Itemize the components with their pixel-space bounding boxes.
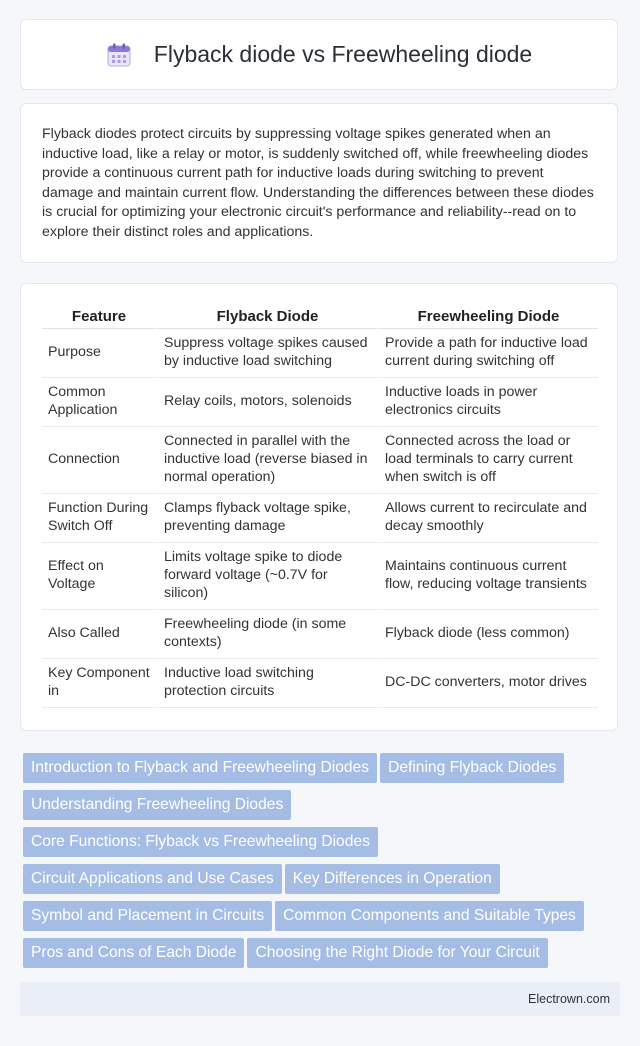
tag-common-components[interactable]: Common Components and Suitable Types <box>275 901 584 931</box>
footer <box>20 982 620 1016</box>
title-card <box>20 19 618 90</box>
table-row <box>42 610 598 659</box>
tag-understanding-freewheeling[interactable]: Understanding Freewheeling Diodes <box>23 790 291 820</box>
table-cell-feature: Effect on Voltage <box>42 543 156 610</box>
table-cell-feature: Connection <box>42 427 156 494</box>
footer-brand[interactable]: Electrown.com <box>528 992 610 1006</box>
table-cell-freewheeling: Inductive loads in power electronics circuits <box>377 378 598 427</box>
table-header-row <box>42 304 598 329</box>
page-title: Flyback diode vs Freewheeling diode <box>153 41 533 67</box>
table-cell-flyback: Suppress voltage spikes caused by inductive load switching <box>156 329 377 378</box>
header-feature: Feature <box>42 304 156 329</box>
calendar-icon <box>106 42 132 68</box>
tag-pros-cons[interactable]: Pros and Cons of Each Diode <box>23 938 244 968</box>
table-row <box>42 329 598 378</box>
table-cell-flyback: Clamps flyback voltage spike, preventing damage <box>156 494 377 543</box>
table-row <box>42 427 598 494</box>
table-cell-freewheeling: Allows current to recirculate and decay smoothly <box>377 494 598 543</box>
table-cell-feature: Key Component in <box>42 659 156 708</box>
tag-circuit-applications[interactable]: Circuit Applications and Use Cases <box>23 864 282 894</box>
table-cell-freewheeling: Flyback diode (less common) <box>377 610 598 659</box>
header-freewheeling: Freewheeling Diode <box>377 304 598 329</box>
table-cell-freewheeling: Provide a path for inductive load current during switching off <box>377 329 598 378</box>
table-row <box>42 543 598 610</box>
tag-introduction[interactable]: Introduction to Flyback and Freewheeling Diodes <box>23 753 377 783</box>
table-cell-flyback: Freewheeling diode (in some contexts) <box>156 610 377 659</box>
table-cell-feature: Purpose <box>42 329 156 378</box>
table-row <box>42 378 598 427</box>
table-cell-flyback: Connected in parallel with the inductive load (reverse biased in normal operation) <box>156 427 377 494</box>
table-cell-freewheeling: DC-DC converters, motor drives <box>377 659 598 708</box>
table-cell-feature: Common Application <box>42 378 156 427</box>
tag-key-differences[interactable]: Key Differences in Operation <box>285 864 500 894</box>
intro-card <box>20 103 618 263</box>
table-cell-feature: Function During Switch Off <box>42 494 156 543</box>
tag-symbol-placement[interactable]: Symbol and Placement in Circuits <box>23 901 272 931</box>
comparison-table <box>42 304 598 708</box>
tag-defining-flyback[interactable]: Defining Flyback Diodes <box>380 753 564 783</box>
tag-choosing-diode[interactable]: Choosing the Right Diode for Your Circuit <box>247 938 547 968</box>
intro-text: Flyback diodes protect circuits by suppressing voltage spikes generated when an inductive load, like a relay or motor, is suddenly switched off, while freewheeling diodes provide a continuous current path for inductive loads during switching to prevent damage and maintain current flow. Understanding the differences between these diodes is crucial for optimizing your electronic circuit's performance and reliability--read on to explore their distinct roles and applications. <box>42 126 594 240</box>
table-row <box>42 659 598 708</box>
table-row <box>42 494 598 543</box>
topic-tags <box>23 753 613 975</box>
comparison-table-card <box>20 283 618 731</box>
table-cell-flyback: Limits voltage spike to diode forward voltage (~0.7V for silicon) <box>156 543 377 610</box>
table-cell-flyback: Inductive load switching protection circuits <box>156 659 377 708</box>
table-cell-feature: Also Called <box>42 610 156 659</box>
table-cell-flyback: Relay coils, motors, solenoids <box>156 378 377 427</box>
table-cell-freewheeling: Maintains continuous current flow, reducing voltage transients <box>377 543 598 610</box>
header-flyback: Flyback Diode <box>156 304 377 329</box>
tag-core-functions[interactable]: Core Functions: Flyback vs Freewheeling Diodes <box>23 827 378 857</box>
table-cell-freewheeling: Connected across the load or load terminals to carry current when switch is off <box>377 427 598 494</box>
